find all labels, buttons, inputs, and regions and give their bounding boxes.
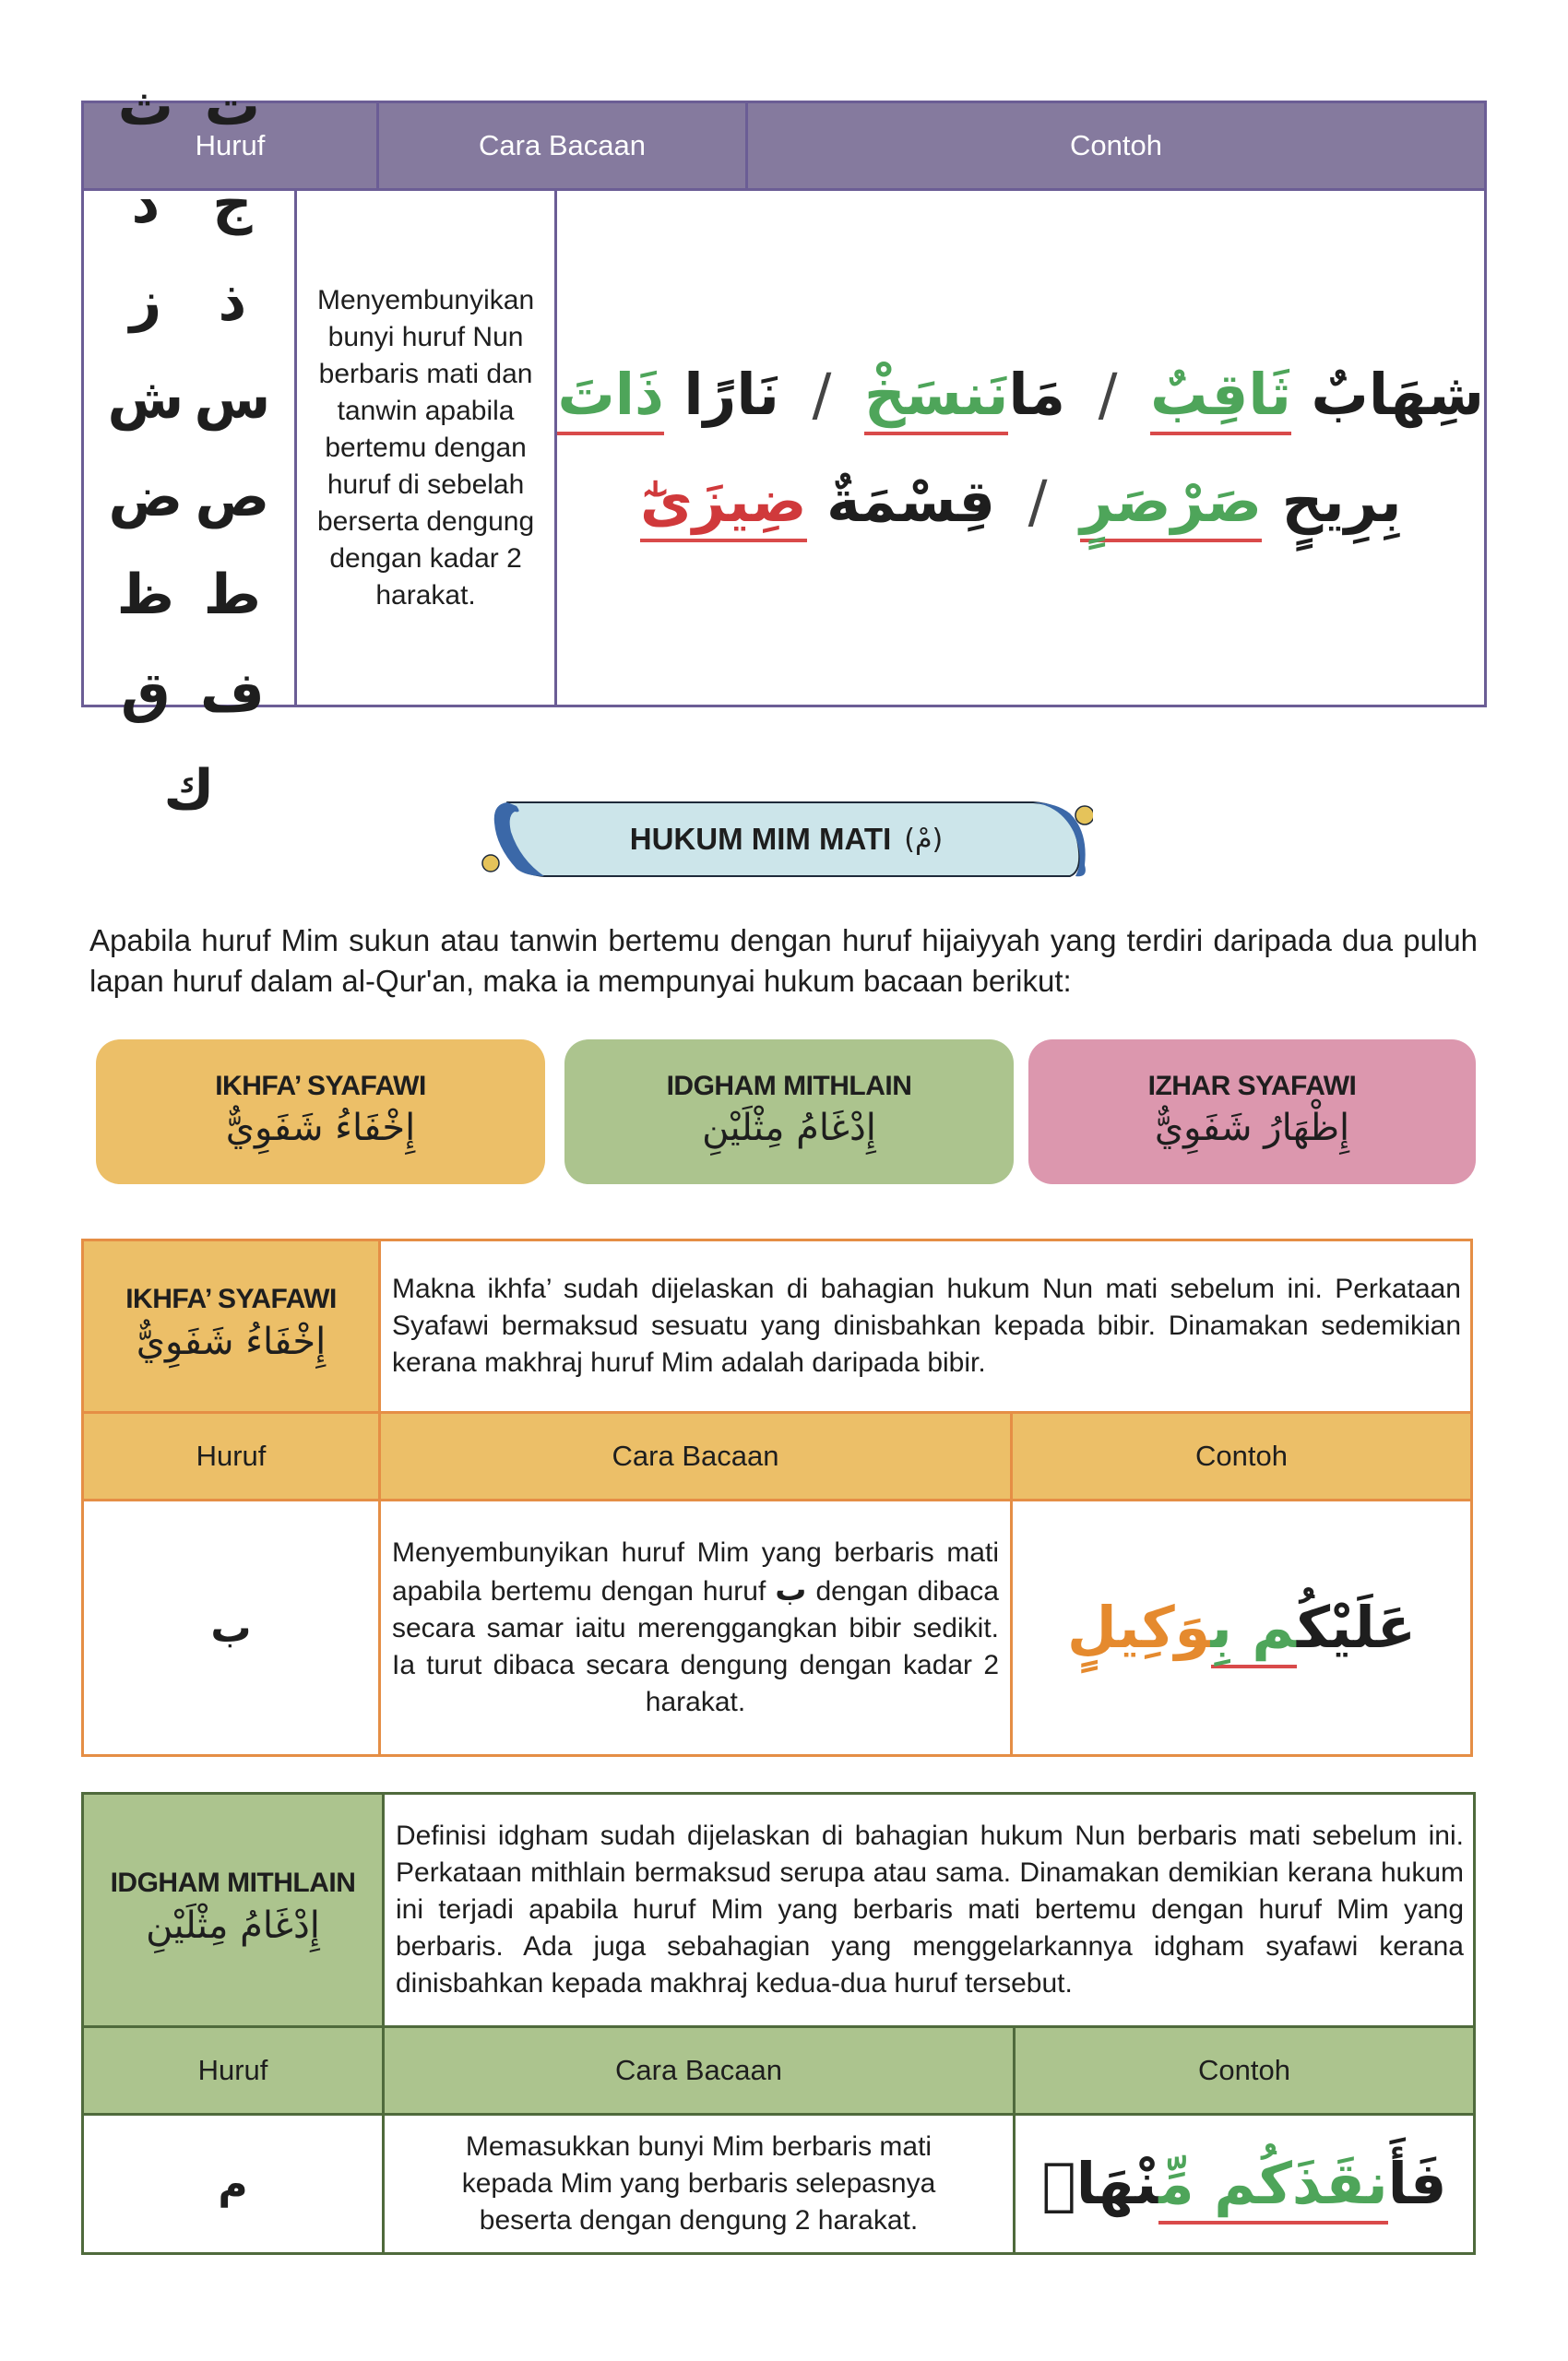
header-huruf: Huruf (84, 103, 379, 188)
header-huruf: Huruf (84, 2028, 385, 2113)
contoh-examples (557, 191, 1484, 705)
table-body-row (84, 2116, 1473, 2252)
banner-title-text: HUKUM MIM MATI (629, 822, 892, 856)
huruf-letter: م (84, 2116, 385, 2252)
letter: ت (204, 73, 260, 138)
contoh-example: عَلَيْكُم بِوَكِيلٍ (1067, 1586, 1416, 1669)
header-huruf: Huruf (84, 1414, 381, 1499)
intro-paragraph: Apabila huruf Mim sukun atau tanwin bertemu dengan huruf hijaiyyah yang terdiri daripada dua puluh lapan huruf dalam al-Qur'an, maka ia mempunyai hukum bacaan berikut: (89, 923, 1478, 998)
header-contoh: Contoh (1195, 1440, 1288, 1472)
contoh-example: فَأَنقَذَكُم مِّنْهَاۗ (1042, 2142, 1447, 2225)
letter: د (131, 171, 160, 236)
header-cara-bacaan: Cara Bacaan (381, 1414, 1013, 1499)
letter: ز (129, 268, 162, 334)
rule-definition: Makna ikhfa’ sudah dijelaskan di bahagian hukum Nun mati sebelum ini. Perkataan Syafawi bermaksud sesuatu yang dinisbahkan kepada bibir. Dinamakan sedemikian kerana makhraj huruf Mim adalah daripada bibir. (392, 1274, 1461, 1378)
rule-arabic: إِخْفَاءُ شَفَوِيٌّ (136, 1321, 327, 1363)
huruf-letter: ب (84, 1501, 381, 1754)
example-line-2 (640, 460, 1402, 543)
cara-bacaan-text: Menyembunyikan bunyi huruf Nun berbaris mati dan tanwin apabila bertemu dengan huruf di sebelah berserta dengung dengan kadar 2 harakat. (297, 191, 558, 705)
letter: ث (117, 73, 173, 138)
rule-name: IDGHAM MITHLAIN (110, 1868, 356, 1898)
letter: ف (199, 659, 265, 725)
category-arabic: إِظْهَارُ شَفَوِيٌّ (1154, 1106, 1350, 1149)
header-cara-bacaan: Cara Bacaan (379, 103, 748, 188)
example: بِرِيحٍ صَرْصَرٍ (1080, 468, 1401, 542)
header-contoh: Contoh (1070, 129, 1162, 161)
separator: / (812, 360, 832, 428)
inline-letter: ب (775, 1572, 807, 1608)
rule-definition: Definisi idgham sudah dijelaskan di bahagian hukum Nun berbaris mati sebelum ini. Perkataan mithlain bermaksud serupa atau sama. Dinamakan demikian kerana hukum ini terjadi apabila huruf Mim yang berbaris mati bertemu dengan huruf Mim yang berbaris. Ada juga sebahagian yang menggelarkannya idgham syafawi kerana dinisbahkan kepada makhraj kedua-dua huruf tersebut. (396, 1821, 1464, 1999)
contoh-cell (1016, 2116, 1473, 2252)
banner-arabic: (مْ) (904, 823, 944, 856)
definition-row (84, 1795, 1473, 2028)
category-izhar-syafawi (1028, 1039, 1476, 1184)
example: شِهَابٌ ثَاقِبٌ (1150, 361, 1484, 435)
category-arabic: إِدْغَامُ مِثْلَيْنِ (702, 1106, 876, 1149)
separator: / (1028, 467, 1048, 535)
example: قِسْمَةٌ ضِيزَىٰٓ (640, 468, 995, 542)
example-line-1 (557, 353, 1484, 436)
table-body-row (84, 1501, 1470, 1754)
category-ikhfa-syafawi (96, 1039, 545, 1184)
letter: ط (203, 562, 261, 627)
letter: ش (107, 366, 184, 432)
rule-name: IKHFA’ SYAFAWI (125, 1284, 337, 1314)
cara-bacaan-text: Memasukkan bunyi Mim berbaris mati kepada Mim yang berbaris selepasnya beserta dengan dengung 2 harakat. (385, 2116, 1016, 2252)
table-header-row (84, 2028, 1473, 2116)
contoh-cell (1013, 1501, 1470, 1754)
table-header-row (84, 1414, 1470, 1501)
letter: س (194, 366, 271, 432)
category-name: IDGHAM MITHLAIN (666, 1070, 912, 1101)
separator: / (1098, 360, 1118, 428)
letter: ظ (116, 562, 174, 627)
section-banner (480, 795, 1093, 884)
table-header-row (84, 103, 1484, 191)
header-contoh: Contoh (1198, 2054, 1290, 2086)
category-arabic: إِخْفَاءُ شَفَوِيٌّ (225, 1106, 416, 1149)
definition-row (84, 1241, 1470, 1414)
example: نَارًا ذَاتَ (557, 361, 778, 435)
cara-bacaan-text: Menyembunyikan huruf Mim yang berbaris mati apabila bertemu dengan huruf ب dengan dibaca secara samar iaitu merenggangkan bibir sedikit. Ia turut dibaca secara dengung dengan kadar 2 harakat. (381, 1501, 1013, 1754)
rule-arabic: إِدْغَامُ مِثْلَيْنِ (146, 1904, 320, 1947)
letter: ك (163, 757, 215, 823)
letter: ص (195, 464, 270, 529)
category-name: IKHFA’ SYAFAWI (215, 1070, 426, 1101)
category-idgham-mithlain (564, 1039, 1014, 1184)
example: مَانَنسَخْ (864, 361, 1065, 435)
rule-label-cell (84, 1795, 385, 2025)
nun-ikhfa-table (81, 73, 1487, 823)
letter: ذ (218, 268, 247, 334)
rule-label-cell (84, 1241, 381, 1411)
category-name: IZHAR SYAFAWI (1147, 1070, 1357, 1101)
banner-title (480, 795, 1093, 884)
letter: ض (108, 464, 184, 529)
letter: ق (121, 659, 171, 725)
letter: ج (212, 171, 253, 236)
ikhfa-syafawi-table (81, 1239, 1473, 1757)
idgham-mithlain-table (81, 1792, 1476, 2255)
header-cara-bacaan: Cara Bacaan (385, 2028, 1016, 2113)
